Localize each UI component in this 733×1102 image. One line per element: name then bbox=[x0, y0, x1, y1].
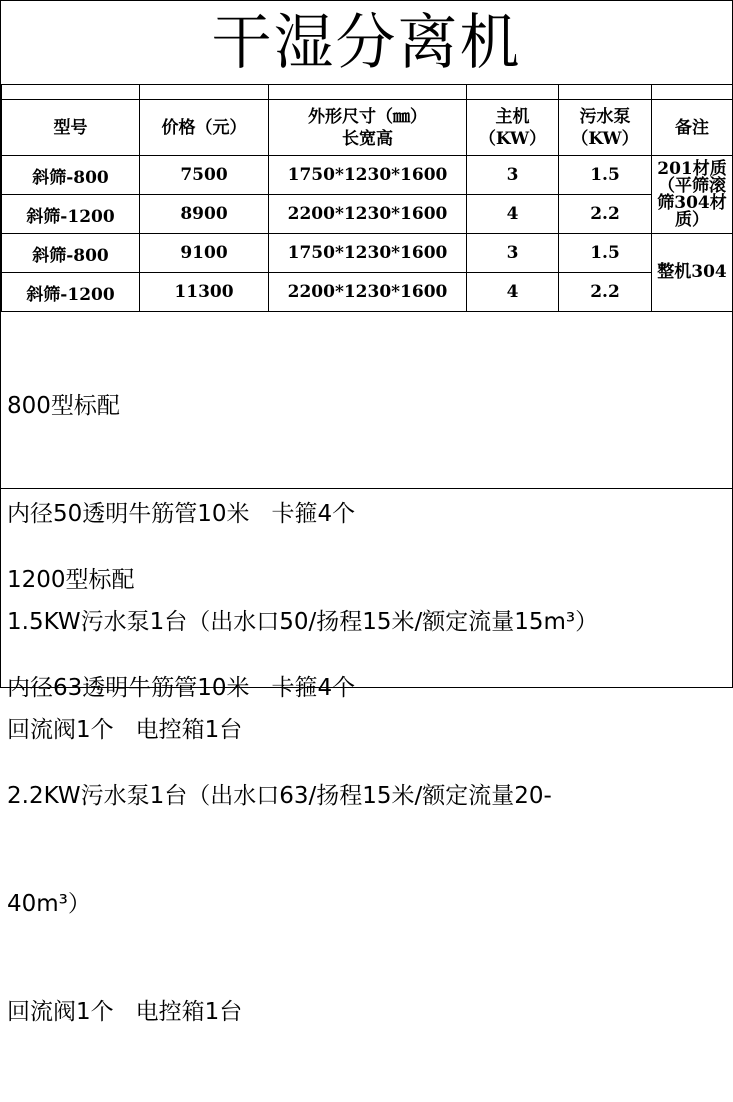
header-pump-line1: 污水泵 bbox=[579, 106, 631, 127]
note-group1-line2: （平筛滚 bbox=[658, 175, 726, 196]
cell-price: 7500 bbox=[140, 156, 269, 195]
header-model: 型号 bbox=[2, 100, 140, 156]
config-800-line2: 1.5KW污水泵1台（出水口50/扬程15米/额定流量15m³） bbox=[7, 609, 599, 635]
cell-pump: 1.5 bbox=[559, 234, 652, 273]
cell-price: 9100 bbox=[140, 234, 269, 273]
header-motor-line1: 主机 bbox=[495, 106, 530, 127]
note-group1-line4: 质） bbox=[675, 209, 709, 230]
config-800-heading: 800型标配 bbox=[7, 393, 120, 419]
cell-note-group2: 整机304 bbox=[652, 234, 733, 312]
config-1200-line3: 回流阀1个 电控箱1台 bbox=[7, 999, 243, 1025]
header-note: 备注 bbox=[652, 100, 733, 156]
table-spacer-row bbox=[2, 85, 733, 100]
header-motor-line2: （KW） bbox=[478, 128, 547, 149]
header-pump-line2: （KW） bbox=[571, 128, 639, 149]
cell-motor: 3 bbox=[467, 234, 559, 273]
table-header-row bbox=[2, 100, 733, 156]
cell-size: 2200*1230*1600 bbox=[269, 273, 467, 312]
cell-note-group1 bbox=[652, 156, 733, 234]
header-size-line2: 长宽高 bbox=[342, 128, 393, 149]
cell-size: 1750*1230*1600 bbox=[269, 234, 467, 273]
cell-model: 斜筛-1200 bbox=[2, 195, 140, 234]
cell-motor: 3 bbox=[467, 156, 559, 195]
note-group1-line3: 筛304材 bbox=[657, 192, 727, 213]
spec-table bbox=[1, 85, 733, 312]
header-price: 价格（元） bbox=[140, 100, 269, 156]
header-motor bbox=[467, 100, 559, 156]
cell-size: 1750*1230*1600 bbox=[269, 156, 467, 195]
table-row bbox=[2, 195, 733, 234]
cell-pump: 2.2 bbox=[559, 273, 652, 312]
config-1200-line2b: 40m³） bbox=[7, 891, 91, 917]
note-group1-line1: 201材质 bbox=[657, 158, 727, 179]
cell-model: 斜筛-800 bbox=[2, 234, 140, 273]
cell-pump: 1.5 bbox=[559, 156, 652, 195]
cell-motor: 4 bbox=[467, 273, 559, 312]
cell-pump: 2.2 bbox=[559, 195, 652, 234]
config-1200-line2: 2.2KW污水泵1台（出水口63/扬程15米/额定流量20- bbox=[7, 783, 552, 809]
table-row bbox=[2, 273, 733, 312]
cell-model: 斜筛-800 bbox=[2, 156, 140, 195]
cell-model: 斜筛-1200 bbox=[2, 273, 140, 312]
config-1200-block bbox=[1, 490, 732, 1025]
table-row bbox=[2, 234, 733, 273]
header-size-line1: 外形尺寸（㎜） bbox=[308, 106, 427, 127]
cell-motor: 4 bbox=[467, 195, 559, 234]
header-size bbox=[269, 100, 467, 156]
config-800-line3: 回流阀1个 电控箱1台 bbox=[7, 717, 243, 743]
config-1200-line1: 内径63透明牛筋管10米 卡箍4个 bbox=[7, 675, 356, 701]
config-800-line1: 内径50透明牛筋管10米 卡箍4个 bbox=[7, 501, 356, 527]
config-1200-heading: 1200型标配 bbox=[7, 567, 135, 593]
cell-price: 11300 bbox=[140, 273, 269, 312]
cell-size: 2200*1230*1600 bbox=[269, 195, 467, 234]
page-title: 干湿分离机 bbox=[1, 1, 732, 85]
cell-price: 8900 bbox=[140, 195, 269, 234]
table-row bbox=[2, 156, 733, 195]
header-pump bbox=[559, 100, 652, 156]
